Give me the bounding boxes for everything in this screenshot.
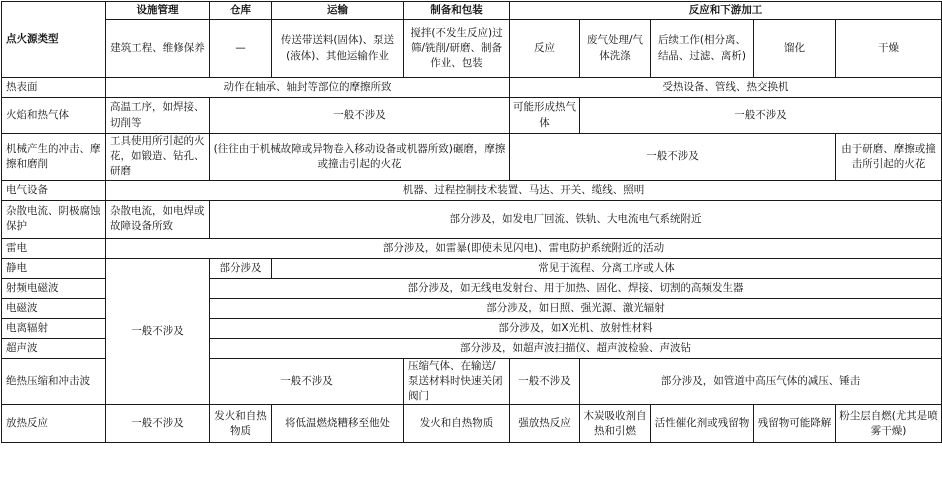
- cell: 将低温燃烧糟移至他处: [272, 405, 404, 443]
- row-label: 绝热压缩和冲击波: [2, 358, 106, 405]
- row-lightning: [2, 238, 942, 258]
- subheader-distill: 馏化: [754, 20, 836, 78]
- row-electrical: [2, 180, 942, 200]
- cell: 粉尘层自燃(尤其是喷雾干燥): [836, 405, 942, 443]
- cell: 一般不涉及: [510, 134, 836, 181]
- row-label: 杂散电流、阴极腐蚀保护: [2, 200, 106, 238]
- cell: 活性催化剂或残留物: [651, 405, 754, 443]
- cell: 高温工序，如焊接、切削等: [106, 98, 210, 134]
- row-label: 热表面: [2, 78, 106, 98]
- cell: 部分涉及，如X光机、放射性材料: [210, 318, 942, 338]
- cell: 可能形成热气体: [510, 98, 580, 134]
- subheader-facility: 建筑工程、维修保养: [106, 20, 210, 78]
- row-label: 超声波: [2, 338, 106, 358]
- subheader-reaction: 反应: [510, 20, 580, 78]
- cell: 发火和自热物质: [404, 405, 510, 443]
- row-mechanical: [2, 134, 942, 181]
- cell-shared-not-involved: 一般不涉及: [106, 258, 210, 405]
- cell: 木炭吸收剂自热和引燃: [580, 405, 651, 443]
- cell: 部分涉及: [210, 258, 272, 278]
- header-facility: 设施管理: [106, 2, 210, 20]
- row-label: 雷电: [2, 238, 106, 258]
- row-label: 电磁波: [2, 298, 106, 318]
- cell: 部分涉及，如超声波扫描仪、超声波检验、声波钻: [210, 338, 942, 358]
- subheader-prep-pack: 搅拌(不发生反应)过筛/铣削/研磨、制备作业、包装: [404, 20, 510, 78]
- cell: 杂散电流，如电焊或故障设备所致: [106, 200, 210, 238]
- cell: 机器、过程控制技术装置、马达、开关、缆线、照明: [106, 180, 942, 200]
- cell: 部分涉及，如日照、强光源、激光辐射: [210, 298, 942, 318]
- cell: 残留物可能降解: [754, 405, 836, 443]
- subheader-waste-gas: 废气处理/气体洗涤: [580, 20, 651, 78]
- row-label: 射频电磁波: [2, 278, 106, 298]
- row-static: [2, 258, 942, 278]
- cell: 由于研磨、摩擦或撞击所引起的火花: [836, 134, 942, 181]
- subheader-follow-up: 后续工作(相分离、结晶、过滤、离析): [651, 20, 754, 78]
- cell: (往往由于机械故障或异物卷入移动设备或机器所致)碾磨，摩擦或撞击引起的火花: [210, 134, 510, 181]
- cell: 动作在轴承、轴封等部位的摩擦所致: [106, 78, 510, 98]
- corner-header: 点火源类型: [2, 2, 106, 78]
- row-label: 放热反应: [2, 405, 106, 443]
- cell: 一般不涉及: [210, 358, 404, 405]
- subheader-warehouse: —: [210, 20, 272, 78]
- row-label: 电气设备: [2, 180, 106, 200]
- ignition-source-table: [1, 1, 942, 443]
- cell: 一般不涉及: [210, 98, 510, 134]
- cell: 部分涉及，如发电厂回流、铁轨、大电流电气系统附近: [210, 200, 942, 238]
- cell: 部分涉及，如雷暴(即使未见闪电)、雷电防护系统附近的活动: [106, 238, 942, 258]
- header-reaction-downstream: 反应和下游加工: [510, 2, 942, 20]
- header-transport: 运输: [272, 2, 404, 20]
- row-hot-surface: [2, 78, 942, 98]
- cell: 部分涉及，如管道中高压气体的减压、锤击: [580, 358, 942, 405]
- cell: 强放热反应: [510, 405, 580, 443]
- cell: 受热设备、管线、热交换机: [510, 78, 942, 98]
- subheader-dry: 干燥: [836, 20, 942, 78]
- row-label: 机械产生的冲击、摩擦和磨削: [2, 134, 106, 181]
- row-flame: [2, 98, 942, 134]
- row-stray-current: [2, 200, 942, 238]
- row-label: 静电: [2, 258, 106, 278]
- row-exothermic: [2, 405, 942, 443]
- cell: 部分涉及，如无线电发射台、用于加热、固化、焊接、切割的高频发生器: [210, 278, 942, 298]
- row-label: 电离辐射: [2, 318, 106, 338]
- row-label: 火焰和热气体: [2, 98, 106, 134]
- cell: 常见于流程、分离工序或人体: [272, 258, 942, 278]
- cell: 一般不涉及: [580, 98, 942, 134]
- cell: 工具使用所引起的火花，如锻造、钻孔、研磨: [106, 134, 210, 181]
- cell: 一般不涉及: [106, 405, 210, 443]
- cell: 一般不涉及: [510, 358, 580, 405]
- subheader-transport: 传送带送料(固体)、泵送(液体)、其他运输作业: [272, 20, 404, 78]
- header-prep-pack: 制备和包装: [404, 2, 510, 20]
- header-warehouse: 仓库: [210, 2, 272, 20]
- cell: 发火和自热物质: [210, 405, 272, 443]
- cell: 压缩气体、在输送/泵送材料时快速关闭阀门: [404, 358, 510, 405]
